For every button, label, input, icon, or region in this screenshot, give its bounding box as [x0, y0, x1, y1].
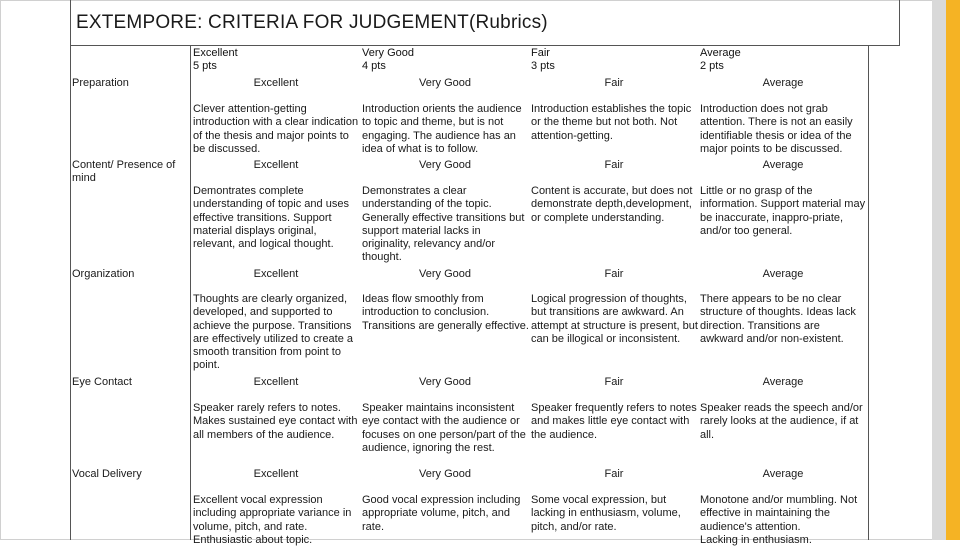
- header-points: 5 pts: [193, 60, 217, 72]
- level-label: Fair: [604, 159, 624, 171]
- header-points: 2 pts: [700, 60, 724, 72]
- level-label: Very Good: [419, 77, 471, 89]
- level-label: Excellent: [253, 268, 299, 280]
- criterion-content: Content/ Presence of mind: [72, 159, 176, 184]
- rubric-description: Speaker maintains inconsistent eye contact with the audience or focuses on one person/part of the audience, ignoring the rest.: [362, 402, 526, 454]
- rubric-description: Introduction does not grab attention. There is not an easily identifiable thesis or idea of the major points to be discussed.: [700, 103, 853, 155]
- level-label: Very Good: [419, 268, 471, 280]
- criterion-eye-contact: Eye Contact: [72, 376, 132, 388]
- level-label: Very Good: [419, 468, 471, 480]
- rubric-description: Good vocal expression including appropriate volume, pitch, and rate.: [362, 494, 521, 533]
- rubric-description: Some vocal expression, but lacking in enthusiasm, volume, pitch, and/or rate.: [531, 494, 681, 533]
- level-label: Very Good: [419, 159, 471, 171]
- page-title: EXTEMPORE: CRITERIA FOR JUDGEMENT(Rubrics): [76, 12, 548, 33]
- level-label: Average: [762, 77, 804, 89]
- decorative-gray-bar: [932, 0, 946, 540]
- level-label: Excellent: [253, 159, 299, 171]
- header-points: 4 pts: [362, 60, 386, 72]
- rubric-description: Speaker frequently refers to notes and makes little eye contact with the audience.: [531, 402, 697, 441]
- rubric-description: Little or no grasp of the information. Support material may be inaccurate, inappro-priate, and/or too general.: [700, 185, 866, 237]
- level-label: Fair: [604, 468, 624, 480]
- level-label: Very Good: [419, 376, 471, 388]
- level-label: Average: [762, 468, 804, 480]
- header-very-good: [362, 47, 414, 73]
- level-label: Fair: [604, 77, 624, 89]
- table-left-border: [70, 0, 71, 540]
- rubric-description: There appears to be no clear structure of thoughts. Ideas lack direction. Transitions are awkward and/or non-existent.: [700, 293, 856, 345]
- rubric-description: Ideas flow smoothly from introduction to conclusion. Transitions are generally effective.: [362, 293, 529, 332]
- rubric-description: Introduction establishes the topic or the theme but not both. Not attention-getting.: [531, 103, 692, 142]
- header-average: [700, 47, 741, 73]
- decorative-gold-bar: [946, 0, 960, 540]
- level-label: Excellent: [253, 468, 299, 480]
- column-divider: [190, 46, 191, 540]
- rubric-description: Speaker rarely refers to notes. Makes sustained eye contact with all members of the audience.: [193, 402, 358, 441]
- criterion-organization: Organization: [72, 268, 135, 280]
- level-label: Excellent: [253, 77, 299, 89]
- header-name: Average: [700, 47, 741, 59]
- level-label: Average: [762, 159, 804, 171]
- level-label: Fair: [604, 268, 624, 280]
- rubric-description: Content is accurate, but does not demonstrate depth,development, or complete understanding.: [531, 185, 693, 224]
- header-points: 3 pts: [531, 60, 555, 72]
- rubric-description: Monotone and/or mumbling. Not effective in maintaining the audience's attention. Lacking in enthusiasm.: [700, 494, 858, 546]
- column-divider: [868, 46, 869, 540]
- rubric-description: Thoughts are clearly organized, developed, and supported to achieve the purpose. Transitions are effectively utilized to create a smooth transition from point to point.: [193, 293, 353, 372]
- rubric-description: Introduction orients the audience to topic and theme, but is not engaging. The audience has an idea of what is to follow.: [362, 103, 522, 155]
- header-fair: [531, 47, 555, 73]
- header-excellent: [193, 47, 238, 73]
- level-label: Average: [762, 376, 804, 388]
- rubric-description: Demonstrates a clear understanding of the topic. Generally effective transitions but support material lacks in originality, relevancy and/or thought.: [362, 185, 525, 264]
- header-name: Excellent: [193, 47, 238, 59]
- criterion-preparation: Preparation: [72, 77, 129, 89]
- level-label: Fair: [604, 376, 624, 388]
- rubric-description: Clever attention-getting introduction with a clear indication of the thesis and major points to be discussed.: [193, 103, 359, 155]
- rubric-description: Speaker reads the speech and/or rarely looks at the audience, if at all.: [700, 402, 863, 441]
- rubric-description: Excellent vocal expression including appropriate variance in volume, pitch, and rate. Enthusiastic about topic.: [193, 494, 352, 546]
- criterion-vocal-delivery: Vocal Delivery: [72, 468, 142, 480]
- level-label: Average: [762, 268, 804, 280]
- header-name: Fair: [531, 47, 550, 59]
- level-label: Excellent: [253, 376, 299, 388]
- rubric-description: Demontrates complete understanding of topic and uses effective transitions. Support material displays original, relevant, and logical thought.: [193, 185, 349, 251]
- rubric-description: Logical progression of thoughts, but transitions are awkward. An attempt at structure is present, but can be illogical or inconsistent.: [531, 293, 698, 345]
- header-name: Very Good: [362, 47, 414, 59]
